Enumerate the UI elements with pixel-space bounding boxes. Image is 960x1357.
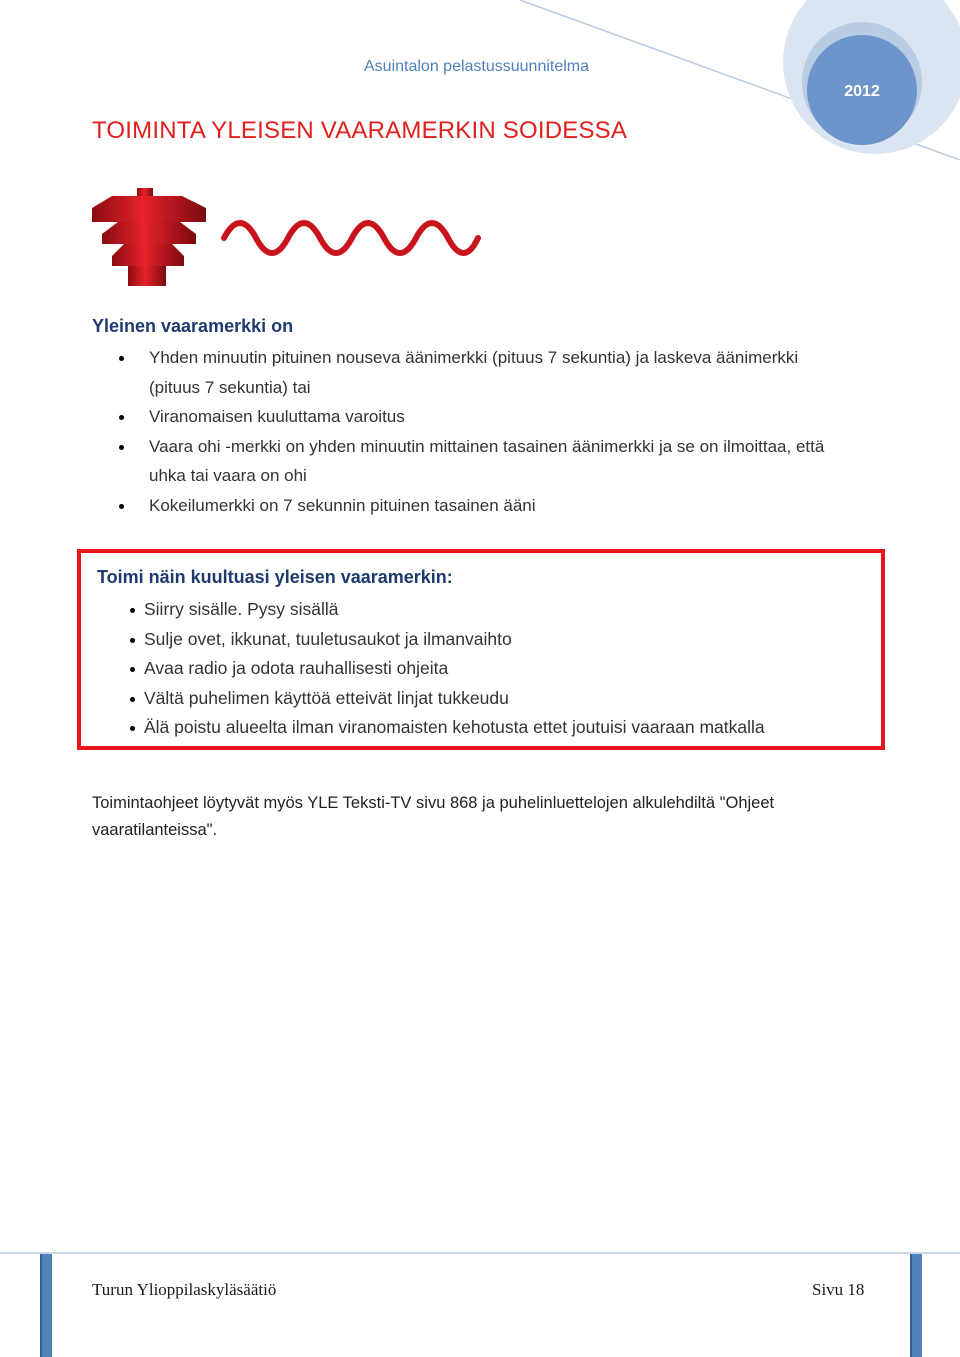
instructions-list xyxy=(144,595,864,743)
list-item: Sulje ovet, ikkunat, tuuletusaukot ja ilmanvaihto xyxy=(144,625,864,655)
footer-organization: Turun Ylioppilaskyläsäätiö xyxy=(92,1280,277,1299)
general-signal-heading: Yleinen vaaramerkki on xyxy=(92,316,294,336)
footer-divider xyxy=(0,1252,960,1254)
year-badge: 2012 xyxy=(844,83,880,100)
footer-bar-left xyxy=(40,1254,52,1357)
list-item: Yhden minuutin pituinen nouseva äänimerkki (pituus 7 sekuntia) ja laskeva äänimerkki (pituus 7 sekuntia) tai xyxy=(149,343,829,402)
note-paragraph: Toimintaohjeet löytyvät myös YLE Teksti-TV sivu 868 ja puhelinluettelojen alkulehdiltä "Ohjeet vaaratilanteissa". xyxy=(92,794,775,839)
page-heading: TOIMINTA YLEISEN VAARAMERKIN SOIDESSA xyxy=(92,117,628,144)
list-item: Vaara ohi -merkki on yhden minuutin mittainen tasainen äänimerkki ja se on ilmoittaa, että uhka tai vaara on ohi xyxy=(149,432,829,491)
siren-icon xyxy=(92,188,206,286)
instructions-heading: Toimi näin kuultuasi yleisen vaaramerkin: xyxy=(97,567,453,587)
document-title: Asuintalon pelastussuunnitelma xyxy=(364,58,590,75)
sound-wave-icon xyxy=(224,223,478,253)
siren-illustration xyxy=(92,180,484,302)
list-item: Vältä puhelimen käyttöä etteivät linjat tukkeudu xyxy=(144,684,864,714)
page-number: Sivu 18 xyxy=(812,1280,865,1299)
list-item: Viranomaisen kuuluttama varoitus xyxy=(149,402,829,432)
general-signal-list xyxy=(149,343,829,520)
list-item: Kokeilumerkki on 7 sekunnin pituinen tasainen ääni xyxy=(149,491,829,521)
list-item: Älä poistu alueelta ilman viranomaisten kehotusta ettet joutuisi vaaraan matkalla xyxy=(144,713,864,743)
list-item: Siirry sisälle. Pysy sisällä xyxy=(144,595,864,625)
footer-bar-right xyxy=(910,1254,922,1357)
list-item: Avaa radio ja odota rauhallisesti ohjeita xyxy=(144,654,864,684)
